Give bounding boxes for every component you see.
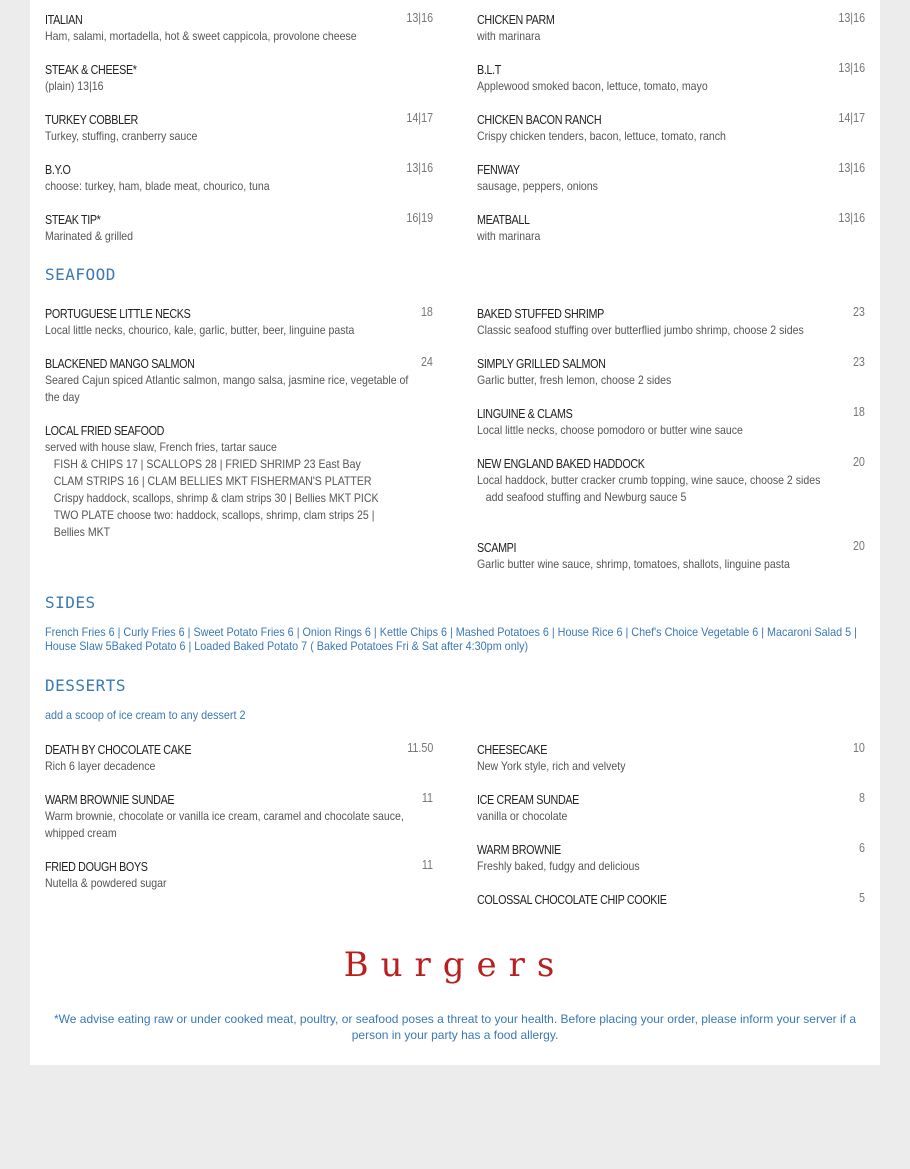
item-description: Freshly baked, fudgy and delicious (477, 859, 640, 873)
item-name: CHICKEN BACON RANCH (477, 113, 602, 127)
item-name: BAKED STUFFED SHRIMP (477, 307, 604, 321)
item-price: 8 (859, 791, 865, 805)
item-name: DEATH BY CHOCOLATE CAKE (45, 743, 192, 757)
menu-item (45, 791, 433, 842)
item-price: 14|17 (406, 111, 433, 125)
item-name: SIMPLY GRILLED SALMON (477, 357, 606, 371)
item-description: Applewood smoked bacon, lettuce, tomato, mayo (477, 79, 708, 93)
item-price: 16|19 (406, 211, 433, 225)
item-price: 23 (853, 305, 865, 319)
item-description: Warm brownie, chocolate or vanilla ice cream, caramel and chocolate sauce, whipped cream (45, 809, 404, 840)
menu-page (30, 0, 880, 1065)
item-description: served with house slaw, French fries, tartar sauce (45, 440, 277, 454)
item-name: B.Y.O (45, 163, 71, 177)
menu-item (477, 12, 865, 45)
item-name: FRIED DOUGH BOYS (45, 860, 148, 874)
item-price: 23 (853, 355, 865, 369)
item-price: 14|17 (838, 111, 865, 125)
item-description: Classic seafood stuffing over butterflied jumbo shrimp, choose 2 sides (477, 323, 804, 337)
menu-item (45, 62, 433, 95)
item-price: 18 (421, 305, 433, 319)
item-price: 6 (859, 841, 865, 855)
menu-item (477, 356, 865, 389)
item-description: Marinated & grilled (45, 229, 134, 243)
menu-item (477, 62, 865, 95)
item-price: 13|16 (838, 161, 865, 175)
menu-item (45, 859, 433, 892)
sides-list: French Fries 6 | Curly Fries 6 | Sweet Potato Fries 6 | Onion Rings 6 | Kettle Chips 6 | Mashed Potatoes 6 | House Rice 6 | Chef's Choice Vegetable 6 | Macaroni Salad 5 | House Slaw 5Baked Potato 6 | Loaded Baked Potato 7 ( Baked Potatoes Fri & Sat after 4:30pm only) (45, 625, 857, 653)
menu-item (45, 355, 433, 406)
menu-item (45, 742, 433, 775)
item-description: Local haddock, butter cracker crumb topping, wine sauce, choose 2 sides (477, 473, 821, 487)
item-price: 20 (853, 455, 865, 469)
item-name: STEAK & CHEESE* (45, 63, 137, 77)
item-name: PORTUGUESE LITTLE NECKS (45, 307, 191, 321)
item-price: 10 (853, 741, 865, 755)
item-price: 13|16 (406, 161, 433, 175)
item-description: vanilla or chocolate (477, 809, 568, 823)
item-price: 18 (853, 405, 865, 419)
item-name: LINGUINE & CLAMS (477, 407, 573, 421)
item-description: Nutella & powdered sugar (45, 876, 167, 890)
item-description: New York style, rich and velvety (477, 759, 626, 773)
item-price: 13|16 (406, 11, 433, 25)
item-price: 5 (859, 891, 865, 905)
menu-item (45, 212, 433, 245)
item-description: Crispy chicken tenders, bacon, lettuce, tomato, ranch (477, 129, 726, 143)
item-name: FENWAY (477, 163, 520, 177)
item-price: 20 (853, 539, 865, 553)
menu-item (477, 162, 865, 195)
item-description: Rich 6 layer decadence (45, 759, 156, 773)
item-description: choose: turkey, ham, blade meat, chourico, tuna (45, 179, 270, 193)
item-name: SCAMPI (477, 541, 517, 555)
section-heading-burgers: Burgers (343, 945, 567, 985)
menu-item (477, 406, 865, 439)
item-name: CHEESECAKE (477, 743, 548, 757)
menu-item (477, 112, 865, 145)
item-options: FISH & CHIPS 17 | SCALLOPS 28 | FRIED SHRIMP 23 East Bay CLAM STRIPS 16 | CLAM BELLIES MKT FISHERMAN'S PLATTER Crispy haddock, scallops, shrimp & clam strips 30 | Bellies MKT PICK TWO PLATE choose two: haddock, scallops, shrimp, clam strips 25 | Bellies MKT (53, 457, 379, 539)
item-name: WARM BROWNIE SUNDAE (45, 793, 175, 807)
menu-item (477, 456, 865, 506)
menu-item (477, 792, 865, 825)
item-description: Seared Cajun spiced Atlantic salmon, mango salsa, jasmine rice, vegetable of the day (45, 373, 409, 404)
item-name: WARM BROWNIE (477, 843, 561, 857)
item-description: Local little necks, chourico, kale, garlic, butter, beer, linguine pasta (45, 323, 355, 337)
item-name: ITALIAN (45, 13, 83, 27)
menu-item (477, 540, 865, 573)
item-price: 13|16 (838, 211, 865, 225)
item-name: BLACKENED MANGO SALMON (45, 357, 195, 371)
item-name: TURKEY COBBLER (45, 113, 138, 127)
item-name: STEAK TIP* (45, 213, 101, 227)
menu-item (45, 306, 433, 339)
item-name: NEW ENGLAND BAKED HADDOCK (477, 457, 645, 471)
menu-item (45, 423, 415, 541)
item-name: COLOSSAL CHOCOLATE CHIP COOKIE (477, 893, 667, 907)
food-safety-advisory: *We advise eating raw or under cooked meat, poultry, or seafood poses a threat to your health. Before placing your order, please inform your server if a person in your party has a food allergy. (54, 1012, 856, 1042)
desserts-note: add a scoop of ice cream to any dessert 2 (45, 708, 246, 722)
item-name: MEATBALL (477, 213, 530, 227)
item-price: 11 (421, 791, 433, 805)
menu-item (477, 842, 865, 875)
menu-item (477, 212, 865, 245)
item-price: 13|16 (838, 61, 865, 75)
section-heading-seafood: SEAFOOD (45, 265, 116, 284)
menu-item (477, 892, 865, 908)
item-price: 13|16 (838, 11, 865, 25)
item-description: with marinara (477, 29, 541, 43)
item-description: sausage, peppers, onions (477, 179, 598, 193)
item-description: Garlic butter, fresh lemon, choose 2 sides (477, 373, 672, 387)
item-name: B.L.T (477, 63, 501, 77)
item-name: ICE CREAM SUNDAE (477, 793, 580, 807)
item-price: 24 (421, 355, 433, 369)
menu-item (45, 162, 433, 195)
section-heading-desserts: DESSERTS (45, 676, 127, 695)
item-name: CHICKEN PARM (477, 13, 555, 27)
menu-item (45, 112, 433, 145)
item-description: Turkey, stuffing, cranberry sauce (45, 129, 198, 143)
menu-item (477, 742, 865, 775)
item-description: (plain) 13|16 (45, 79, 104, 93)
item-price: 11 (421, 858, 433, 872)
item-description: with marinara (477, 229, 541, 243)
menu-item (45, 12, 433, 45)
item-description: Local little necks, choose pomodoro or butter wine sauce (477, 423, 743, 437)
item-price: 11.50 (406, 741, 433, 755)
item-name: LOCAL FRIED SEAFOOD (45, 424, 165, 438)
item-description: Garlic butter wine sauce, shrimp, tomatoes, shallots, linguine pasta (477, 557, 790, 571)
section-heading-sides: SIDES (45, 593, 96, 612)
menu-item (477, 306, 865, 339)
item-description: Ham, salami, mortadella, hot & sweet cappicola, provolone cheese (45, 29, 357, 43)
item-options: add seafood stuffing and Newburg sauce 5 (485, 490, 687, 504)
